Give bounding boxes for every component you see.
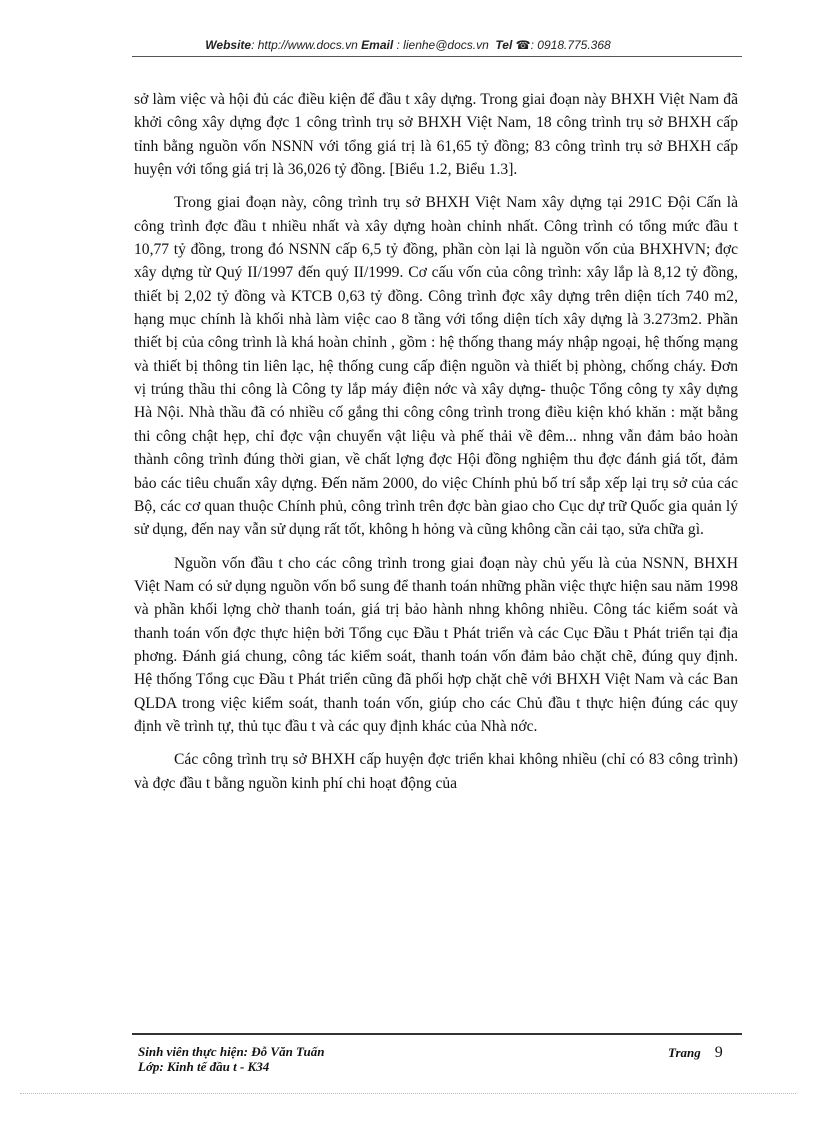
email-label: Email — [361, 38, 394, 52]
website-value: : http://www.docs.vn — [251, 38, 358, 52]
phone-icon: ☎ — [515, 38, 531, 52]
page-header — [0, 38, 816, 52]
website-label: Website — [205, 38, 252, 52]
tel-label: Tel — [495, 38, 513, 52]
student-name: Sinh viên thực hiện: Đỗ Văn Tuấn — [138, 1044, 325, 1059]
paragraph: Các công trình trụ sở BHXH cấp huyện đợc triển khai không nhiều (chỉ có 83 công trình) và đợc đầu t bằng nguồn kinh phí chi hoạt động của — [134, 751, 738, 792]
footer-divider — [132, 1033, 742, 1035]
paragraph: Trong giai đoạn này, công trình trụ sở BHXH Việt Nam xây dựng tại 291C Đội Cấn là công trình đợc đầu t nhiều nhất và xây dựng hoàn chỉnh nhất. Công trình có tổng mức đầu t 10,77 tỷ đồng, trong đó NSNN cấp 6,5 tỷ đồng, phần còn lại là nguồn vốn của BHXHVN; đợc xây dựng từ Quý II/1997 đến quý II/1999. Cơ cấu vốn của công trình: xây lắp là 8,12 tỷ đồng, thiết bị 2,02 tỷ đồng và KTCB 0,63 tỷ đồng. Công trình đợc xây dựng trên diện tích 740 m2, hạng mục chính là khối nhà làm việc cao 8 tầng với tổng diện tích xây dựng là 3.273m2. Phần thiết bị của công trình là khá hoàn chỉnh , gồm : hệ thống thang máy nhập ngoại, hệ thống mạng và thiết bị thông tin liên lạc, hệ thống cung cấp điện nguồn và thiết bị phòng, chống cháy. Đơn vị trúng thầu thi công là Công ty lắp máy điện nớc và xây dựng- thuộc Tổng công ty xây dựng Hà Nội. Nhà thầu đã có nhiều cố gắng thi công công trình trong điều kiện khó khăn : mặt bằng thi công chật hẹp, chỉ đợc vận chuyển vật liệu và phế thải về đêm... nhng vẫn đảm bảo hoàn thành công trình đúng thời gian, về chất lợng đợc Hội đồng nghiệm thu đợc đánh giá tốt, đảm bảo các tiêu chuẩn xây dựng. Đến năm 2000, do việc Chính phủ bố trí sắp xếp lại trụ sở của các Bộ, các cơ quan thuộc Chính phủ, công trình trên đợc bàn giao cho Cục dự trữ Quốc gia quản lý sử dụng, đến nay vẫn sử dụng rất tốt, không h hỏng và cũng không cần cải tạo, sửa chữa gì. — [134, 194, 738, 539]
page-bottom-border — [20, 1093, 796, 1094]
page-indicator — [668, 1044, 723, 1062]
class-name: Lớp: Kinh tế đầu t - K34 — [138, 1059, 270, 1074]
tel-value: : 0918.775.368 — [530, 38, 611, 52]
paragraph: sở làm việc và hội đủ các điều kiện để đầu t xây dựng. Trong giai đoạn này BHXH Việt Nam đã khởi công xây dựng đợc 1 công trình trụ sở BHXH Việt Nam, 18 công trình trụ sở BHXH cấp tỉnh bằng nguồn vốn NSNN với tổng giá trị là 61,65 tỷ đồng; 83 công trình trụ sở BHXH cấp huyện với tổng giá trị là 36,026 tỷ đồng. [Biểu 1.2, Biểu 1.3]. — [134, 91, 738, 179]
header-divider — [132, 56, 742, 57]
footer-author — [138, 1044, 324, 1074]
email-value: : lienhe@docs.vn — [396, 38, 489, 52]
page-label: Trang — [668, 1045, 701, 1060]
page-number: 9 — [714, 1044, 723, 1061]
paragraph: Nguồn vốn đầu t cho các công trình trong giai đoạn này chủ yếu là của NSNN, BHXH Việt Nam có sử dụng nguồn vốn bổ sung để thanh toán những phần việc thực hiện sau năm 1998 và phần khối lợng chờ thanh toán, giá trị bảo hành nhng không nhiều. Công tác kiểm soát và thanh toán vốn đợc thực hiện bởi Tổng cục Đầu t Phát triển và các Cục Đầu t Phát triển tại địa phơng. Đánh giá chung, công tác kiểm soát, thanh toán vốn đảm bảo chặt chẽ, đúng quy định. Hệ thống Tổng cục Đầu t Phát triển cũng đã phối hợp chặt chẽ với BHXH Việt Nam và các Ban QLDA trong việc kiểm soát, thanh toán vốn, giúp cho các Chủ đầu t thực hiện đúng các quy định về trình tự, thủ tục đầu t và các quy định khác của Nhà nớc. — [134, 554, 738, 735]
document-body — [134, 88, 738, 805]
